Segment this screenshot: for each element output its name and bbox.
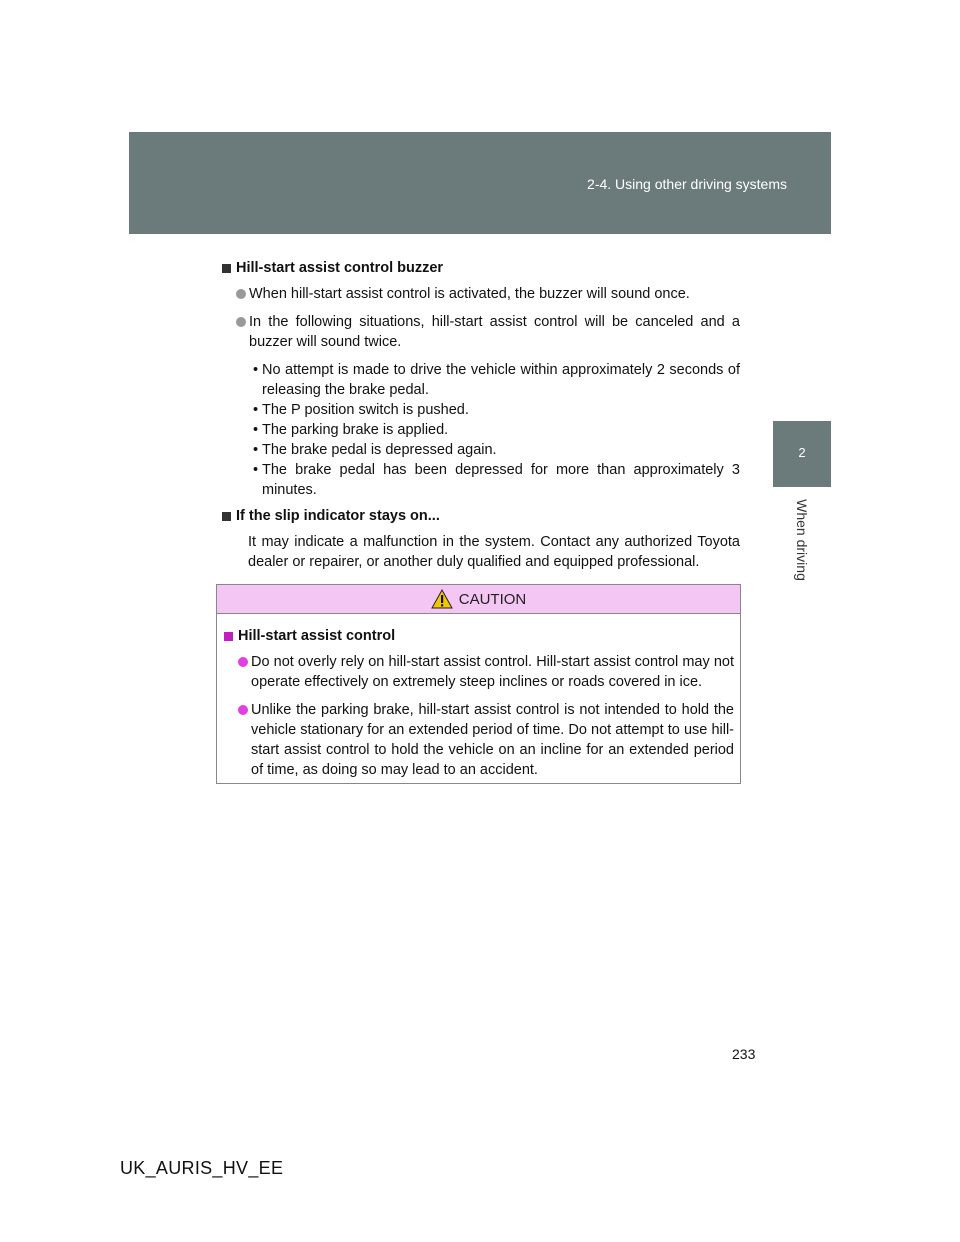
warning-triangle-icon [431,589,453,609]
slip-heading-text: If the slip indicator stays on... [236,508,440,524]
caution-bullet [224,700,734,780]
buzzer-bullet [222,312,740,352]
caution-bullet-text: Unlike the parking brake, hill-start assist control is not intended to hold the vehicle stationary for an extended period of time. Do not attempt to use hill-start assist control to hold the vehicle on an incline for an extended period of time, as doing so may lead to an accident. [251,702,734,778]
caution-heading [224,626,734,646]
condition-item: • No attempt is made to drive the vehicle within approximately 2 seconds of releasing the brake pedal. [253,362,740,398]
page-number: 233 [732,1046,756,1062]
slip-text: It may indicate a malfunction in the system. Contact any authorized Toyota dealer or repairer, or another duly qualified and equipped professional. [248,534,740,570]
condition-item: • The brake pedal has been depressed for more than approximately 3 minutes. [253,462,740,498]
main-content [222,258,740,578]
caution-box [216,584,741,784]
header-band [129,132,831,234]
caution-bullet [224,652,734,692]
buzzer-bullet-text: In the following situations, hill-start assist control will be canceled and a buzzer will sound twice. [249,314,740,350]
chapter-label: When driving [794,499,810,581]
condition-list [222,360,740,500]
chapter-number: 2 [798,445,806,460]
circle-bullet-icon [238,657,248,667]
caution-title: CAUTION [458,590,527,608]
caution-header [217,585,740,614]
buzzer-bullet [222,284,740,304]
buzzer-heading [222,258,740,278]
chapter-tab [773,421,831,487]
square-bullet-icon [222,512,231,521]
condition-item: • The parking brake is applied. [253,422,449,438]
condition-item: • The P position switch is pushed. [253,402,469,418]
buzzer-heading-text: Hill-start assist control buzzer [236,260,444,276]
circle-bullet-icon [236,289,246,299]
circle-bullet-icon [238,705,248,715]
square-bullet-icon [222,264,231,273]
caution-bullet-text: Do not overly rely on hill-start assist control. Hill-start assist control may not operate effectively on extremely steep inclines or roads covered in ice. [251,654,734,690]
slip-heading [222,506,740,526]
square-bullet-icon [224,632,233,641]
document-code: UK_AURIS_HV_EE [120,1158,284,1178]
buzzer-bullet-text: When hill-start assist control is activated, the buzzer will sound once. [249,286,690,302]
condition-item: • The brake pedal is depressed again. [253,442,497,458]
caution-heading-text: Hill-start assist control [238,628,396,644]
caution-body [217,614,740,780]
circle-bullet-icon [236,317,246,327]
section-title: 2-4. Using other driving systems [587,176,787,192]
